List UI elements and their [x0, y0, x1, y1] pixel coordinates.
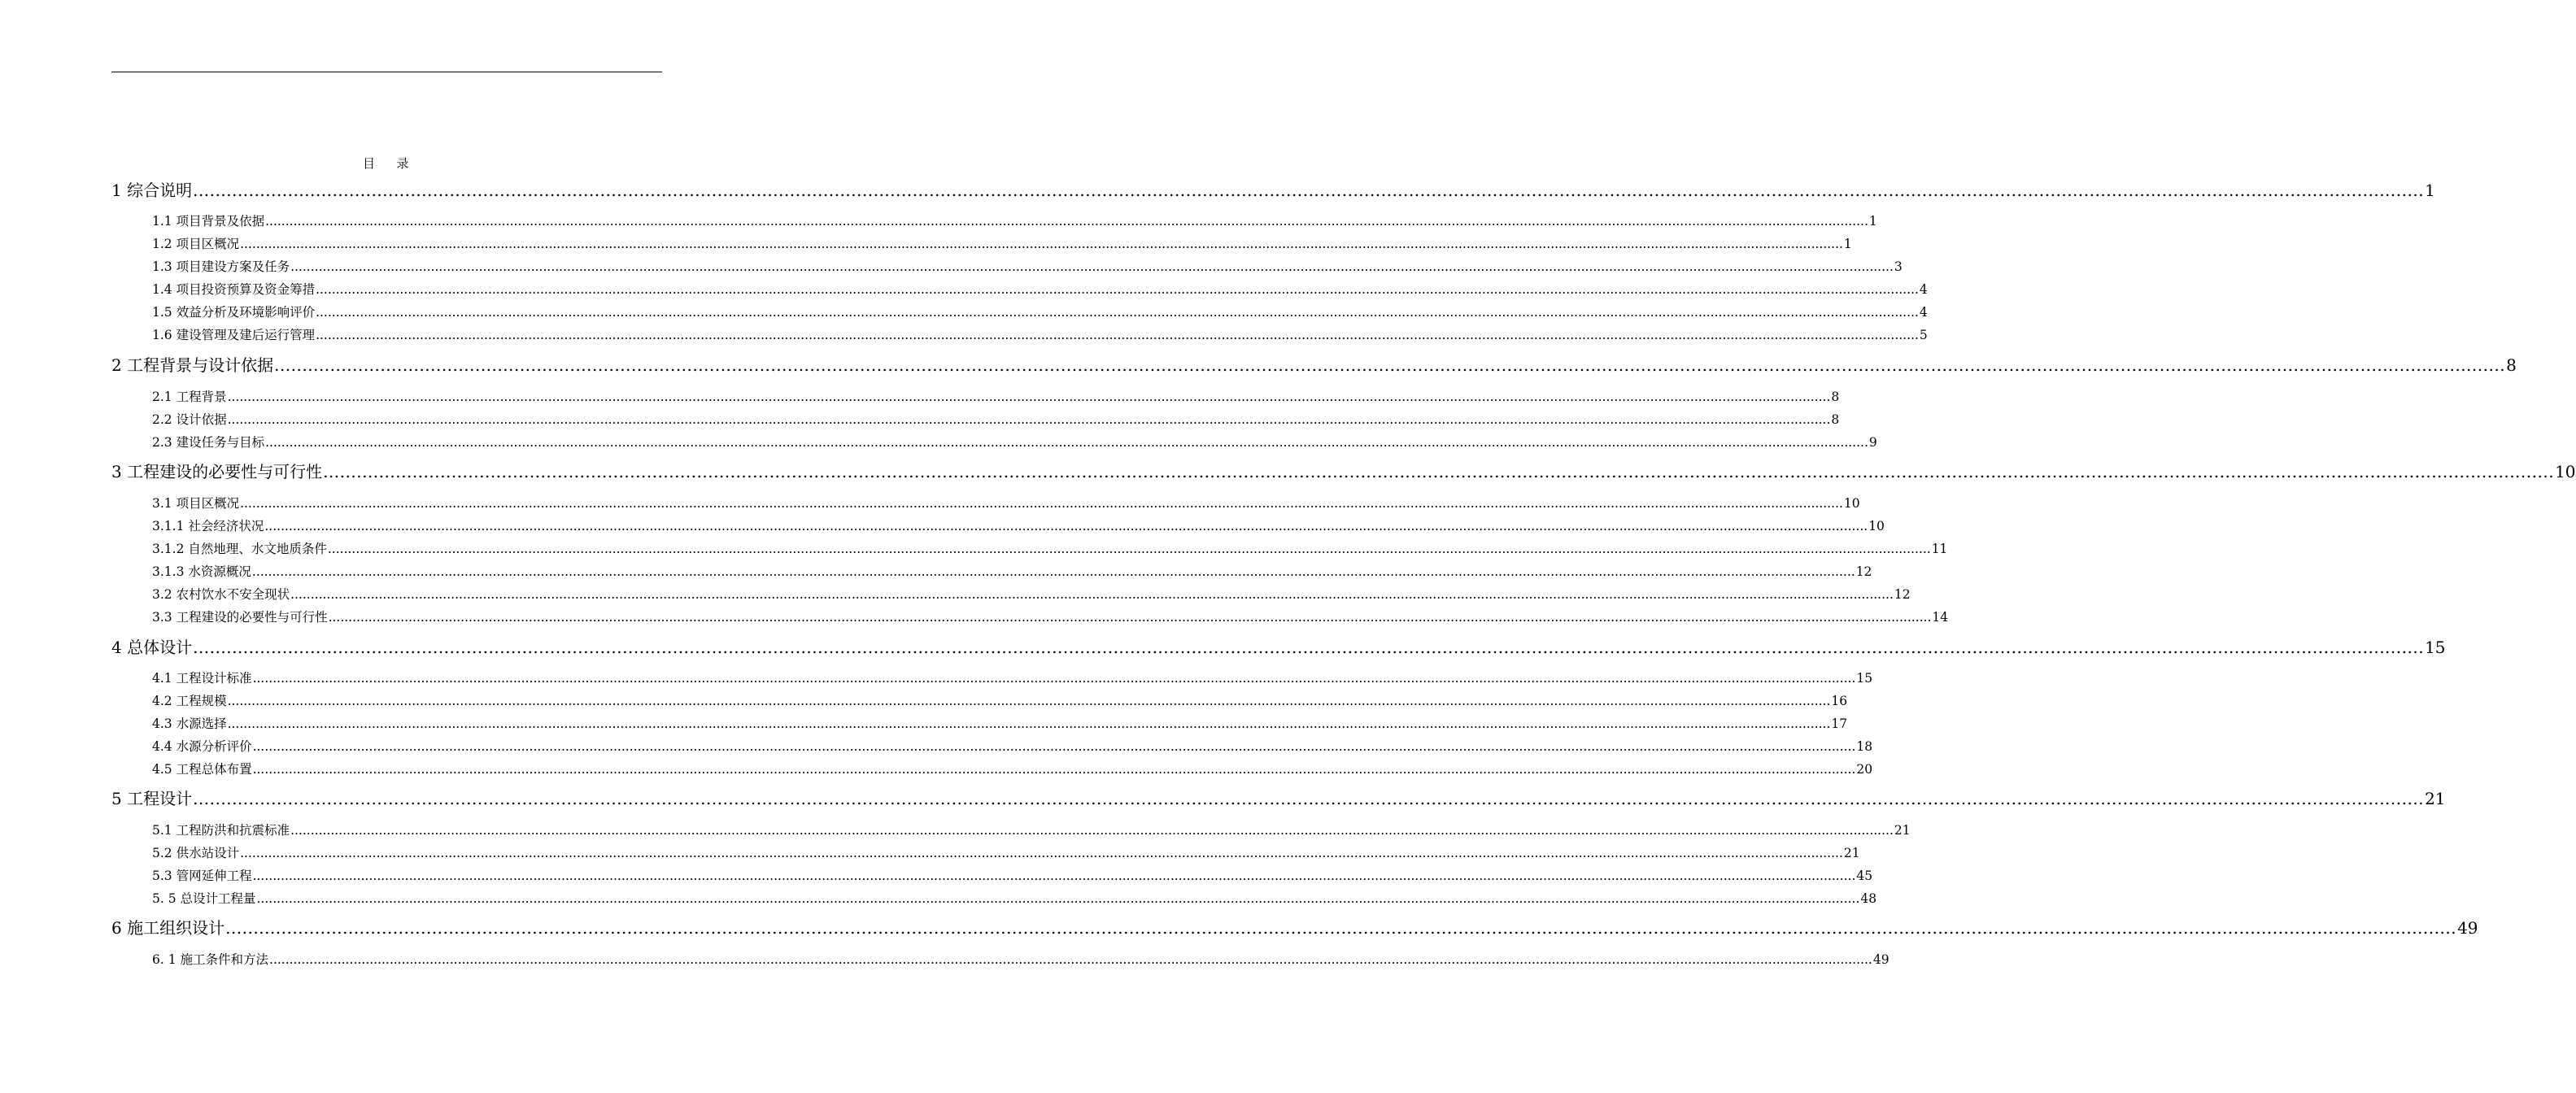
toc-leader-dots: ................................................................................................................................................................................................................................................................................................................................................................................................................ [323, 462, 2555, 481]
toc-leader-dots: ................................................................................................................................................................................................................................................................................................................................................................................................................ [252, 762, 1856, 777]
toc-entry-page: 16 [1831, 694, 1848, 708]
toc-entry-label: 1.5 效益分析及环境影响评价 [152, 305, 316, 320]
toc-entry-label: 3 工程建设的必要性与可行性 [111, 462, 323, 481]
toc-leader-dots: ................................................................................................................................................................................................................................................................................................................................................................................................................ [327, 542, 1931, 556]
toc-leader-dots: ................................................................................................................................................................................................................................................................................................................................................................................................................ [251, 564, 1855, 579]
toc-leader-dots: ................................................................................................................................................................................................................................................................................................................................................................................................................ [265, 435, 1868, 450]
toc-entry[interactable] [152, 821, 1911, 839]
toc-leader-dots: ................................................................................................................................................................................................................................................................................................................................................................................................................ [227, 694, 1831, 708]
toc-entry[interactable] [152, 890, 1877, 908]
toc-entry-label: 3.2 农村饮水不安全现状 [152, 587, 290, 602]
toc-leader-dots: ................................................................................................................................................................................................................................................................................................................................................................................................................ [274, 355, 2506, 375]
toc-entry-page: 5 [1919, 328, 1928, 342]
toc-entry-label: 5.3 管网延伸工程 [152, 869, 252, 883]
toc-leader-dots: ................................................................................................................................................................................................................................................................................................................................................................................................................ [225, 918, 2457, 938]
toc-entry-label: 2 工程背景与设计依据 [111, 355, 274, 375]
toc-entry[interactable] [152, 281, 1928, 298]
toc-leader-dots: ................................................................................................................................................................................................................................................................................................................................................................................................................ [265, 214, 1868, 229]
toc-entry-label: 5.1 工程防洪和抗震标准 [152, 823, 290, 838]
toc-entry[interactable] [111, 787, 2446, 810]
toc-entry-label: 4.3 水源选择 [152, 716, 227, 731]
toc-leader-dots: ................................................................................................................................................................................................................................................................................................................................................................................................................ [227, 412, 1831, 427]
toc-entry[interactable] [152, 692, 1848, 710]
toc-entry[interactable] [152, 326, 1928, 344]
toc-leader-dots: ................................................................................................................................................................................................................................................................................................................................................................................................................ [316, 328, 1919, 342]
toc-leader-dots: ................................................................................................................................................................................................................................................................................................................................................................................................................ [290, 587, 1894, 602]
toc-entry-page: 20 [1856, 762, 1873, 777]
toc-entry-label: 3.1.3 水资源概况 [152, 564, 251, 579]
toc-entry[interactable] [111, 636, 2446, 659]
toc-leader-dots: ................................................................................................................................................................................................................................................................................................................................................................................................................ [290, 259, 1894, 274]
toc-leader-dots: ................................................................................................................................................................................................................................................................................................................................................................................................................ [240, 846, 1843, 860]
toc-entry-label: 1.3 项目建设方案及任务 [152, 259, 290, 274]
toc-entry[interactable] [152, 951, 1890, 969]
toc-entry-page: 4 [1919, 305, 1928, 320]
toc-entry-label: 3.1 项目区概况 [152, 496, 240, 511]
toc-entry-page: 12 [1855, 564, 1872, 579]
toc-entry[interactable] [152, 212, 1877, 230]
toc-entry-label: 2.1 工程背景 [152, 390, 227, 404]
toc-entry-label: 6 施工组织设计 [111, 918, 225, 938]
toc-leader-dots: ................................................................................................................................................................................................................................................................................................................................................................................................................ [240, 496, 1843, 511]
toc-entry[interactable] [152, 844, 1860, 862]
toc-entry-label: 4.2 工程规模 [152, 694, 227, 708]
toc-entry-page: 21 [2425, 789, 2446, 808]
toc-entry-label: 6. 1 施工条件和方法 [152, 952, 269, 967]
toc-leader-dots: ................................................................................................................................................................................................................................................................................................................................................................................................................ [252, 739, 1856, 754]
toc-entry[interactable] [152, 586, 1911, 603]
toc-entry-label: 1.4 项目投资预算及资金筹措 [152, 282, 316, 297]
toc-entry-label: 4.1 工程设计标准 [152, 671, 252, 686]
toc-leader-dots: ................................................................................................................................................................................................................................................................................................................................................................................................................ [227, 390, 1831, 404]
toc-entry[interactable] [152, 867, 1873, 885]
toc-entry-page: 4 [1919, 282, 1928, 297]
toc-entry-page: 15 [2425, 638, 2446, 657]
toc-entry-page: 21 [1894, 823, 1911, 838]
toc-entry[interactable] [152, 517, 1885, 535]
toc-entry[interactable] [152, 235, 1852, 253]
toc-leader-dots: ................................................................................................................................................................................................................................................................................................................................................................................................................ [264, 519, 1868, 533]
toc-leader-dots: ................................................................................................................................................................................................................................................................................................................................................................................................................ [269, 952, 1872, 967]
toc-entry[interactable] [152, 303, 1928, 321]
toc-entry-label: 5 工程设计 [111, 789, 193, 808]
toc-entry-page: 49 [2457, 918, 2478, 938]
toc-entry-label: 4.5 工程总体布置 [152, 762, 252, 777]
toc-entry[interactable] [111, 460, 2576, 483]
toc-entry-page: 10 [2555, 462, 2576, 481]
toc-entry[interactable] [111, 354, 2517, 377]
toc-entry-page: 12 [1894, 587, 1911, 602]
toc-entry-page: 8 [2506, 355, 2517, 375]
toc-leader-dots: ................................................................................................................................................................................................................................................................................................................................................................................................................ [316, 282, 1919, 297]
toc-entry-label: 2.2 设计依据 [152, 412, 227, 427]
toc-entry-page: 8 [1831, 390, 1840, 404]
toc-leader-dots: ................................................................................................................................................................................................................................................................................................................................................................................................................ [252, 869, 1856, 883]
toc-leader-dots: ................................................................................................................................................................................................................................................................................................................................................................................................................ [256, 891, 1860, 906]
toc-entry-label: 4.4 水源分析评价 [152, 739, 252, 754]
toc-title: 目 录 [362, 156, 411, 171]
toc-entry[interactable] [152, 388, 1840, 406]
toc-entry-page: 11 [1931, 542, 1948, 556]
toc-leader-dots: ................................................................................................................................................................................................................................................................................................................................................................................................................ [290, 823, 1894, 838]
toc-entry-page: 48 [1860, 891, 1877, 906]
toc-entry-label: 3.1.2 自然地理、水文地质条件 [152, 542, 327, 556]
toc-entry[interactable] [152, 669, 1873, 687]
toc-entry[interactable] [152, 433, 1877, 451]
toc-entry-label: 1 综合说明 [111, 181, 193, 200]
toc-entry-label: 5.2 供水站设计 [152, 846, 240, 860]
toc-entry[interactable] [152, 494, 1860, 512]
toc-entry[interactable] [152, 760, 1873, 778]
toc-entry-page: 21 [1843, 846, 1860, 860]
toc-entry[interactable] [152, 411, 1840, 429]
toc-entry-page: 3 [1894, 259, 1903, 274]
toc-entry-page: 9 [1868, 435, 1877, 450]
toc-entry-label: 2.3 建设任务与目标 [152, 435, 265, 450]
toc-leader-dots: ................................................................................................................................................................................................................................................................................................................................................................................................................ [193, 181, 2425, 200]
toc-entry[interactable] [152, 738, 1873, 756]
toc-leader-dots: ................................................................................................................................................................................................................................................................................................................................................................................................................ [240, 237, 1843, 251]
toc-entry-label: 1.2 项目区概况 [152, 237, 240, 251]
toc-leader-dots: ................................................................................................................................................................................................................................................................................................................................................................................................................ [193, 789, 2425, 808]
toc-leader-dots: ................................................................................................................................................................................................................................................................................................................................................................................................................ [316, 305, 1919, 320]
toc-entry-page: 49 [1872, 952, 1890, 967]
toc-entry-page: 17 [1831, 716, 1848, 731]
toc-entry[interactable] [152, 563, 1872, 581]
toc-entry-label: 3.3 工程建设的必要性与可行性 [152, 610, 328, 625]
toc-entry[interactable] [152, 608, 1949, 626]
toc-entry-page: 1 [1868, 214, 1877, 229]
toc-entry-label: 3.1.1 社会经济状况 [152, 519, 264, 533]
toc-entry-label: 4 总体设计 [111, 638, 193, 657]
toc-entry-page: 8 [1831, 412, 1840, 427]
toc-entry-page: 15 [1856, 671, 1873, 686]
toc-entry-page: 45 [1856, 869, 1873, 883]
toc-entry[interactable] [152, 258, 1903, 276]
toc-leader-dots: ................................................................................................................................................................................................................................................................................................................................................................................................................ [227, 716, 1831, 731]
toc-entry[interactable] [111, 179, 2435, 202]
toc-entry[interactable] [111, 917, 2478, 939]
toc-leader-dots: ................................................................................................................................................................................................................................................................................................................................................................................................................ [252, 671, 1856, 686]
toc-leader-dots: ................................................................................................................................................................................................................................................................................................................................................................................................................ [193, 638, 2425, 657]
toc-entry-page: 1 [2425, 181, 2435, 200]
toc-entry-page: 10 [1868, 519, 1885, 533]
toc-entry-page: 14 [1932, 610, 1949, 625]
toc-entry-page: 10 [1843, 496, 1860, 511]
toc-leader-dots: ................................................................................................................................................................................................................................................................................................................................................................................................................ [328, 610, 1932, 625]
toc-entry[interactable] [152, 715, 1848, 733]
toc-entry[interactable] [152, 540, 1948, 558]
toc-entry-label: 1.1 项目背景及依据 [152, 214, 265, 229]
toc-entry-label: 5. 5 总设计工程量 [152, 891, 256, 906]
toc-entry-page: 1 [1843, 237, 1852, 251]
toc-entry-page: 18 [1856, 739, 1873, 754]
toc-entry-label: 1.6 建设管理及建后运行管理 [152, 328, 316, 342]
